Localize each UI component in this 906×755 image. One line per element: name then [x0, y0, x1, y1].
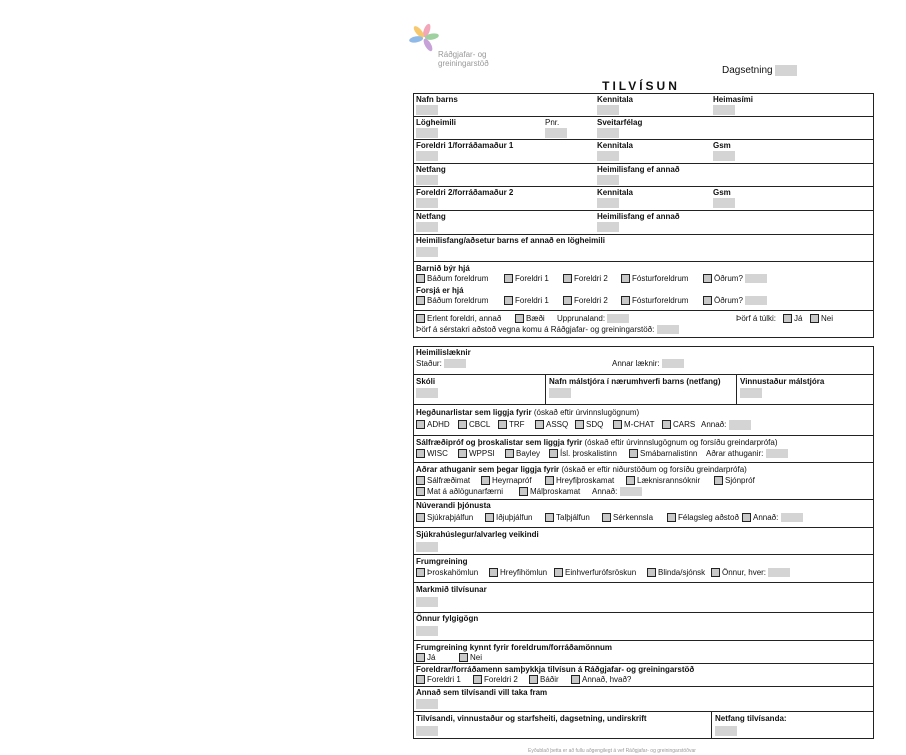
custody-other-field[interactable] [745, 296, 767, 305]
field-attachments[interactable] [416, 626, 438, 636]
diag-intellectual[interactable] [416, 568, 478, 577]
checkbox[interactable] [703, 296, 712, 305]
label-goal: Markmið tilvísunar [416, 585, 487, 594]
row-exams [414, 463, 873, 500]
checkbox[interactable] [416, 314, 425, 323]
exam-language[interactable] [519, 487, 580, 496]
psy-bayley-label: Bayley [516, 449, 541, 458]
referral-details-table [413, 346, 874, 739]
field-legal-home[interactable] [416, 128, 438, 138]
row-consent [414, 664, 873, 687]
serv-physio-label: Sjúkraþjálfun [427, 513, 474, 522]
checkbox[interactable] [711, 568, 720, 577]
serv-sped-label: Sérkennsla [613, 513, 654, 522]
checkbox[interactable] [458, 420, 467, 429]
checkbox[interactable] [473, 675, 482, 684]
lives-opt-p1-label: Foreldri 1 [515, 274, 549, 283]
checkbox[interactable] [416, 296, 425, 305]
checkbox[interactable] [519, 487, 528, 496]
custody-opt-both-label: Báðum foreldrum [427, 296, 489, 305]
exam-other-field[interactable] [620, 487, 642, 496]
logo-line-1: Ráðgjafar- og [438, 50, 487, 59]
field-parent-1-kennitala[interactable] [597, 151, 619, 161]
diag-blind-label: Blinda/sjónsk [658, 568, 706, 577]
checkbox[interactable] [563, 296, 572, 305]
label-residence: Heimilisfang/aðsetur barns ef annað en lögheimili [416, 236, 605, 245]
checkbox[interactable] [647, 568, 656, 577]
beh-mchat[interactable] [613, 420, 655, 429]
serv-other-label: Annað: [753, 513, 779, 522]
child-info-table [413, 93, 874, 338]
inform-no-label: Nei [470, 653, 483, 662]
custody-opt-p1-label: Foreldri 1 [515, 296, 549, 305]
field-home-phone[interactable] [713, 105, 735, 115]
origin-country [557, 314, 629, 323]
label-custody: Forsjá er hjá [416, 286, 464, 295]
label-referrer-email: Netfang tilvísanda: [715, 714, 787, 723]
checkbox[interactable] [563, 274, 572, 283]
field-email-1[interactable] [416, 175, 438, 185]
psy-bayley[interactable] [505, 449, 540, 458]
beh-cars-label: CARS [673, 420, 696, 429]
row-parent-1-email [414, 164, 873, 187]
exams-heading [416, 465, 747, 474]
diag-motor-label: Hreyfihömlun [500, 568, 548, 577]
psy-other-label: Aðrar athuganir: [706, 449, 764, 458]
custody-opt-foster-label: Fósturforeldrum [632, 296, 689, 305]
diag-other-field[interactable] [768, 568, 790, 577]
row-else [414, 687, 873, 712]
other-doctor [612, 359, 684, 368]
checkbox[interactable] [545, 513, 554, 522]
inform-no[interactable] [459, 653, 482, 662]
checkbox[interactable] [535, 420, 544, 429]
checkbox[interactable] [504, 296, 513, 305]
label-else: Annað sem tilvísandi vill taka fram [416, 688, 548, 697]
row-residence [414, 235, 873, 262]
checkbox[interactable] [416, 675, 425, 684]
custody-opt-p2-label: Foreldri 2 [574, 296, 608, 305]
row-hospital [414, 528, 873, 555]
label-email-1: Netfang [416, 165, 446, 174]
field-speech-work[interactable] [740, 388, 762, 398]
label-hospital: Sjúkrahúslegur/alvarleg veikindi [416, 530, 539, 539]
serv-physio[interactable] [416, 513, 473, 522]
exam-medical[interactable] [626, 476, 700, 485]
foreign-parent[interactable] [416, 314, 501, 323]
exams-label: Aðrar athuganir sem þegar liggja fyrir [416, 465, 560, 474]
special-assist [416, 325, 679, 334]
row-parent-2-email [414, 211, 873, 235]
label-parent-1: Foreldri 1/forráðamaður 1 [416, 141, 514, 150]
psy-isl-label: Ísl. þroskalistinn [560, 449, 617, 458]
lives-opt-p1[interactable] [504, 274, 549, 283]
label-parent-1-gsm: Gsm [713, 141, 731, 150]
beh-cbcl-label: CBCL [469, 420, 491, 429]
label-gp: Heimilislæknir [416, 348, 471, 357]
custody-opt-p2[interactable] [563, 296, 608, 305]
flower-logo-icon [408, 22, 440, 56]
consent-p1[interactable] [416, 675, 461, 684]
field-hospital[interactable] [416, 542, 438, 552]
label-services: Núverandi þjónusta [416, 501, 491, 510]
field-other-address-1[interactable] [597, 175, 619, 185]
beh-sdq[interactable] [575, 420, 603, 429]
date-row [722, 65, 797, 76]
checkbox[interactable] [416, 653, 425, 662]
interpreter-yes[interactable] [783, 314, 802, 323]
gp-place [416, 359, 466, 368]
psy-small[interactable] [629, 449, 697, 458]
label-parent-2: Foreldri 2/forráðamaður 2 [416, 188, 514, 197]
exam-vision-label: Sjónpróf [725, 476, 755, 485]
diag-other[interactable] [711, 568, 790, 577]
label-municipality: Sveitarfélag [597, 118, 643, 127]
checkbox[interactable] [571, 675, 580, 684]
row-legal-home [414, 117, 873, 140]
beh-adhd-label: ADHD [427, 420, 450, 429]
special-label: Þörf á sérstakri aðstoð vegna komu á Ráðgjafar- og greiningarstöð: [416, 325, 655, 334]
serv-speech-label: Talþjálfun [556, 513, 590, 522]
exam-psych-label: Sálfræðimat [427, 476, 471, 485]
date-label: Dagsetning [722, 65, 773, 77]
lives-opt-foster[interactable] [621, 274, 688, 283]
interpreter-yes-label: Já [794, 314, 803, 323]
checkbox[interactable] [498, 420, 507, 429]
row-attachments [414, 613, 873, 641]
serv-speech[interactable] [545, 513, 590, 522]
exam-adaptive[interactable] [416, 487, 503, 496]
exam-other-label: Annað: [592, 487, 618, 496]
behaviour-label: Hegðunarlistar sem liggja fyrir [416, 408, 532, 417]
label-email-2: Netfang [416, 212, 446, 221]
checkbox[interactable] [810, 314, 819, 323]
checkbox[interactable] [416, 568, 425, 577]
serv-other-field[interactable] [781, 513, 803, 522]
beh-sdq-label: SDQ [586, 420, 604, 429]
serv-ot-label: Iðjuþjálfun [496, 513, 533, 522]
checkbox[interactable] [545, 476, 554, 485]
lives-opt-both-label: Báðum foreldrum [427, 274, 489, 283]
label-other-address-2: Heimilisfang ef annað [597, 212, 680, 221]
label-lives-with: Barnið býr hjá [416, 264, 470, 273]
checkbox[interactable] [626, 476, 635, 485]
row-behaviour [414, 405, 873, 436]
checkbox[interactable] [621, 296, 630, 305]
interpreter-no-label: Nei [821, 314, 834, 323]
beh-trf-label: TRF [509, 420, 525, 429]
special-field[interactable] [657, 325, 679, 334]
diag-motor[interactable] [489, 568, 547, 577]
checkbox[interactable] [554, 568, 563, 577]
field-referrer[interactable] [416, 726, 438, 736]
psy-other-field[interactable] [766, 449, 788, 458]
diag-autism-label: Einhverfurófsröskun [565, 568, 637, 577]
label-parent-2-kennitala: Kennitala [597, 188, 634, 197]
label-inform: Frumgreining kynnt fyrir foreldrum/forráðamönnum [416, 643, 613, 652]
beh-other [701, 420, 751, 430]
field-child-name[interactable] [416, 105, 438, 115]
label-referrer: Tilvísandi, vinnustaður og starfsheiti, dagsetning, undirskrift [416, 714, 647, 723]
psy-wisc-label: WISC [427, 449, 448, 458]
checkbox[interactable] [667, 513, 676, 522]
label-speech-coord: Nafn málstjóra í nærumhverfi barns (netfang) [549, 377, 721, 386]
field-residence[interactable] [416, 247, 438, 257]
row-foreign [414, 311, 873, 338]
row-name [414, 94, 873, 117]
checkbox[interactable] [662, 420, 671, 429]
checkbox[interactable] [504, 274, 513, 283]
row-psych [414, 436, 873, 463]
serv-sped[interactable] [602, 513, 653, 522]
field-email-2[interactable] [416, 222, 438, 232]
field-pnr[interactable] [545, 128, 567, 138]
foreign-parent-label: Erlent foreldri, annað [427, 314, 502, 323]
row-goal [414, 583, 873, 613]
label-home-phone: Heimasími [713, 95, 754, 104]
exam-adaptive-label: Mat á aðlögunarfærni [427, 487, 504, 496]
psych-note: (óskað eftir úrvinnslugögnum og forsíðu greindarprófa) [584, 438, 778, 447]
form-title: TILVÍSUN [602, 79, 680, 93]
consent-other[interactable] [571, 675, 631, 684]
lives-opt-other-label: Öðrum? [714, 274, 743, 283]
label-consent: Foreldrar/forráðamenn samþykkja tilvísun á Ráðgjafar- og greiningarstöð [416, 665, 695, 674]
lives-opt-other[interactable] [703, 274, 767, 283]
behaviour-heading [416, 408, 639, 417]
psy-wisc[interactable] [416, 449, 448, 458]
checkbox[interactable] [714, 476, 723, 485]
consent-other-label: Annað, hvað? [582, 675, 632, 684]
field-speech-coord[interactable] [549, 388, 571, 398]
label-other-address-1: Heimilisfang ef annað [597, 165, 680, 174]
diag-intellectual-label: Þroskahömlun [427, 568, 479, 577]
lives-other-field[interactable] [745, 274, 767, 283]
row-services [414, 500, 873, 528]
lives-opt-both[interactable] [416, 274, 488, 283]
footer-text: Eyðublað þetta er að fullu aðgengilegt á vef Ráðgjafar- og greiningarstöðvar [528, 748, 696, 754]
field-goal[interactable] [416, 597, 438, 607]
checkbox[interactable] [459, 653, 468, 662]
checkbox[interactable] [481, 476, 490, 485]
beh-adhd[interactable] [416, 420, 450, 429]
interpreter-no[interactable] [810, 314, 833, 323]
custody-opt-p1[interactable] [504, 296, 549, 305]
field-school[interactable] [416, 388, 438, 398]
diag-blind[interactable] [647, 568, 705, 577]
lives-opt-foster-label: Fósturforeldrum [632, 274, 689, 283]
psy-isl[interactable] [549, 449, 617, 458]
psy-other [706, 449, 788, 458]
psy-small-label: Smábarnalistinn [640, 449, 698, 458]
serv-ot[interactable] [485, 513, 532, 522]
label-kennitala: Kennitala [597, 95, 634, 104]
checkbox[interactable] [602, 513, 611, 522]
inform-yes-label: Já [427, 653, 436, 662]
beh-other-label: Annað: [701, 420, 727, 430]
field-else[interactable] [416, 699, 438, 709]
exam-vision[interactable] [714, 476, 755, 485]
psych-label: Sálfræðipróf og þroskalistar sem liggja fyrir [416, 438, 583, 447]
checkbox[interactable] [629, 449, 638, 458]
field-parent-2[interactable] [416, 198, 438, 208]
checkbox[interactable] [703, 274, 712, 283]
consent-both[interactable] [529, 675, 559, 684]
row-inform [414, 641, 873, 664]
checkbox[interactable] [529, 675, 538, 684]
checkbox[interactable] [416, 487, 425, 496]
lives-opt-p2-label: Foreldri 2 [574, 274, 608, 283]
foreign-both[interactable] [515, 314, 545, 323]
label-child-name: Nafn barns [416, 95, 458, 104]
row-school [414, 375, 873, 405]
row-living-custody [414, 262, 873, 311]
custody-opt-foster[interactable] [621, 296, 688, 305]
serv-other[interactable] [742, 513, 803, 522]
origin-label: Upprunaland: [557, 314, 606, 323]
field-municipality[interactable] [597, 128, 619, 138]
row-diagnosis [414, 555, 873, 583]
field-parent-1[interactable] [416, 151, 438, 161]
diag-autism[interactable] [554, 568, 636, 577]
serv-social-label: Félagsleg aðstoð [678, 513, 739, 522]
checkbox[interactable] [416, 274, 425, 283]
field-referrer-email[interactable] [715, 726, 737, 736]
field-other-address-2[interactable] [597, 222, 619, 232]
checkbox[interactable] [742, 513, 751, 522]
checkbox[interactable] [416, 420, 425, 429]
label-parent-1-kennitala: Kennitala [597, 141, 634, 150]
logo [408, 22, 508, 68]
beh-other-field[interactable] [729, 420, 751, 430]
checkbox[interactable] [416, 449, 425, 458]
origin-field[interactable] [607, 314, 629, 323]
behaviour-note: (óskað eftir úrvinnslugögnum) [533, 408, 640, 417]
exam-motor[interactable] [545, 476, 614, 485]
checkbox[interactable] [515, 314, 524, 323]
exam-language-label: Málþroskamat [530, 487, 581, 496]
beh-assq[interactable] [535, 420, 568, 429]
label-legal-home: Lögheimili [416, 118, 456, 127]
consent-p2-label: Foreldri 2 [484, 675, 518, 684]
logo-line-2: greiningarstöð [438, 59, 489, 68]
exam-psych[interactable] [416, 476, 470, 485]
consent-p1-label: Foreldri 1 [427, 675, 461, 684]
custody-opt-other[interactable] [703, 296, 767, 305]
row-gp [414, 347, 873, 375]
row-parent-1 [414, 140, 873, 164]
row-parent-2 [414, 187, 873, 211]
exam-motor-label: Hreyfiþroskamat [556, 476, 615, 485]
field-parent-1-gsm[interactable] [713, 151, 735, 161]
checkbox[interactable] [416, 476, 425, 485]
field-parent-2-kennitala[interactable] [597, 198, 619, 208]
label-attachments: Önnur fylgigögn [416, 614, 479, 623]
checkbox[interactable] [549, 449, 558, 458]
custody-opt-other-label: Öðrum? [714, 296, 743, 305]
beh-cbcl[interactable] [458, 420, 490, 429]
exam-other [592, 487, 642, 496]
checkbox[interactable] [621, 274, 630, 283]
exams-note: (óskað er eftir niðurstöðum og forsíðu greindarprófa) [561, 465, 747, 474]
other-doctor-label: Annar læknir: [612, 359, 660, 368]
exam-hearing-label: Heyrnapróf [492, 476, 532, 485]
consent-p2[interactable] [473, 675, 518, 684]
checkbox[interactable] [489, 568, 498, 577]
checkbox[interactable] [783, 314, 792, 323]
checkbox[interactable] [575, 420, 584, 429]
gp-place-label: Staður: [416, 359, 442, 368]
checkbox[interactable] [416, 513, 425, 522]
checkbox[interactable] [505, 449, 514, 458]
serv-social[interactable] [667, 513, 739, 522]
label-speech-work: Vinnustaður málstjóra [740, 377, 825, 386]
consent-both-label: Báðir [540, 675, 559, 684]
beh-assq-label: ASSQ [546, 420, 569, 429]
row-referrer [414, 712, 873, 739]
foreign-both-label: Bæði [526, 314, 545, 323]
beh-trf[interactable] [498, 420, 525, 429]
gp-place-field[interactable] [444, 359, 466, 368]
diag-other-label: Önnur, hver: [722, 568, 767, 577]
field-parent-2-gsm[interactable] [713, 198, 735, 208]
custody-opt-both[interactable] [416, 296, 488, 305]
other-doctor-field[interactable] [662, 359, 684, 368]
label-pnr: Pnr. [545, 118, 560, 127]
interpreter-label: Þörf á túlki: [736, 314, 777, 323]
inform-yes[interactable] [416, 653, 435, 662]
label-parent-2-gsm: Gsm [713, 188, 731, 197]
checkbox[interactable] [613, 420, 622, 429]
exam-hearing[interactable] [481, 476, 532, 485]
date-field[interactable] [775, 65, 797, 76]
checkbox[interactable] [458, 449, 467, 458]
lives-opt-p2[interactable] [563, 274, 608, 283]
psy-wppsi-label: WPPSI [469, 449, 495, 458]
label-diagnosis: Frumgreining [416, 557, 468, 566]
beh-mchat-label: M-CHAT [624, 420, 655, 429]
exam-medical-label: Læknisrannsóknir [637, 476, 701, 485]
field-kennitala[interactable] [597, 105, 619, 115]
beh-cars[interactable] [662, 420, 695, 429]
psy-wppsi[interactable] [458, 449, 495, 458]
checkbox[interactable] [485, 513, 494, 522]
label-school: Skóli [416, 377, 436, 386]
psych-heading [416, 438, 778, 447]
